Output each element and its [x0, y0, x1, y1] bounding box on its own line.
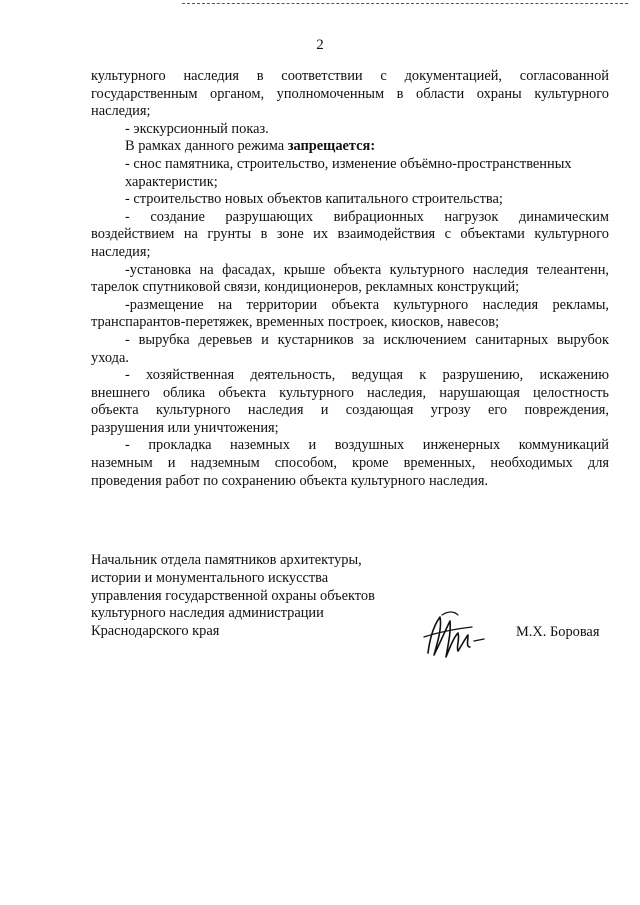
- signatory-title-line: культурного наследия администрации: [91, 605, 324, 622]
- list-item-continuation: наземным и надземным способом, кроме временных, необходимых для: [91, 455, 609, 472]
- list-item-continuation: разрушения или уничтожения;: [91, 419, 279, 436]
- list-item: -установка на фасадах, крыше объекта культурного наследия телеантенн,: [125, 261, 609, 278]
- list-item-continuation: проведения работ по сохранению объекта культурного наследия.: [91, 472, 489, 489]
- list-item-continuation: транспарантов-перетяжек, временных построек, киосков, навесов;: [91, 314, 500, 331]
- regime-intro: [91, 138, 609, 156]
- list-item: -размещение на территории объекта культурного наследия рекламы,: [125, 296, 609, 313]
- list-item-continuation: характеристик;: [125, 173, 218, 190]
- list-item-continuation: наследия;: [91, 243, 151, 260]
- document-body: [91, 68, 609, 490]
- list-item: - хозяйственная деятельность, ведущая к разрушению, искажению: [125, 367, 609, 384]
- signer-name: М.Х. Боровая: [516, 624, 600, 640]
- signatory-title-line: Начальник отдела памятников архитектуры,: [91, 552, 362, 568]
- list-item-continuation: тарелок спутниковой связи, кондиционеров, рекламных конструкций;: [91, 279, 520, 296]
- list-item: - вырубка деревьев и кустарников за исключением санитарных вырубок: [125, 331, 609, 348]
- regime-prohibited-label: запрещается:: [287, 138, 376, 155]
- paragraph-line: культурного наследия в соответствии с документацией, согласованной: [91, 68, 609, 84]
- list-item: - прокладка наземных и воздушных инженерных коммуникаций: [125, 437, 609, 454]
- list-item: - создание разрушающих вибрационных нагрузок динамическим: [125, 208, 609, 225]
- top-dashed-rule: [182, 3, 628, 4]
- signatory-title-line: истории и монументального искусства: [91, 569, 329, 586]
- signatory-title-line: управления государственной охраны объектов: [91, 587, 375, 604]
- list-item-continuation: объекта культурного наследия и создающая угрозу его повреждения,: [91, 402, 609, 419]
- page-number: 2: [316, 37, 324, 53]
- paragraph-line: наследия;: [91, 103, 151, 120]
- list-item-continuation: воздействием на грунты в зоне их взаимодействия с объектами культурного: [91, 226, 609, 243]
- signatory-title-line: Краснодарского края: [91, 623, 220, 640]
- regime-intro-text: В рамках данного режима: [125, 138, 288, 155]
- paragraph-line: государственным органом, уполномоченным в области охраны культурного: [91, 85, 609, 102]
- list-item: - экскурсионный показ.: [125, 120, 269, 137]
- handwritten-signature: [420, 607, 490, 667]
- list-item: - строительство новых объектов капитального строительства;: [125, 191, 503, 208]
- list-item-continuation: ухода.: [91, 349, 129, 366]
- list-item: - снос памятника, строительство, изменение объёмно-пространственных: [125, 155, 572, 172]
- signatory-title-block: [91, 552, 411, 641]
- list-item-continuation: внешнего облика объекта культурного наследия, нарушающая целостность: [91, 384, 609, 401]
